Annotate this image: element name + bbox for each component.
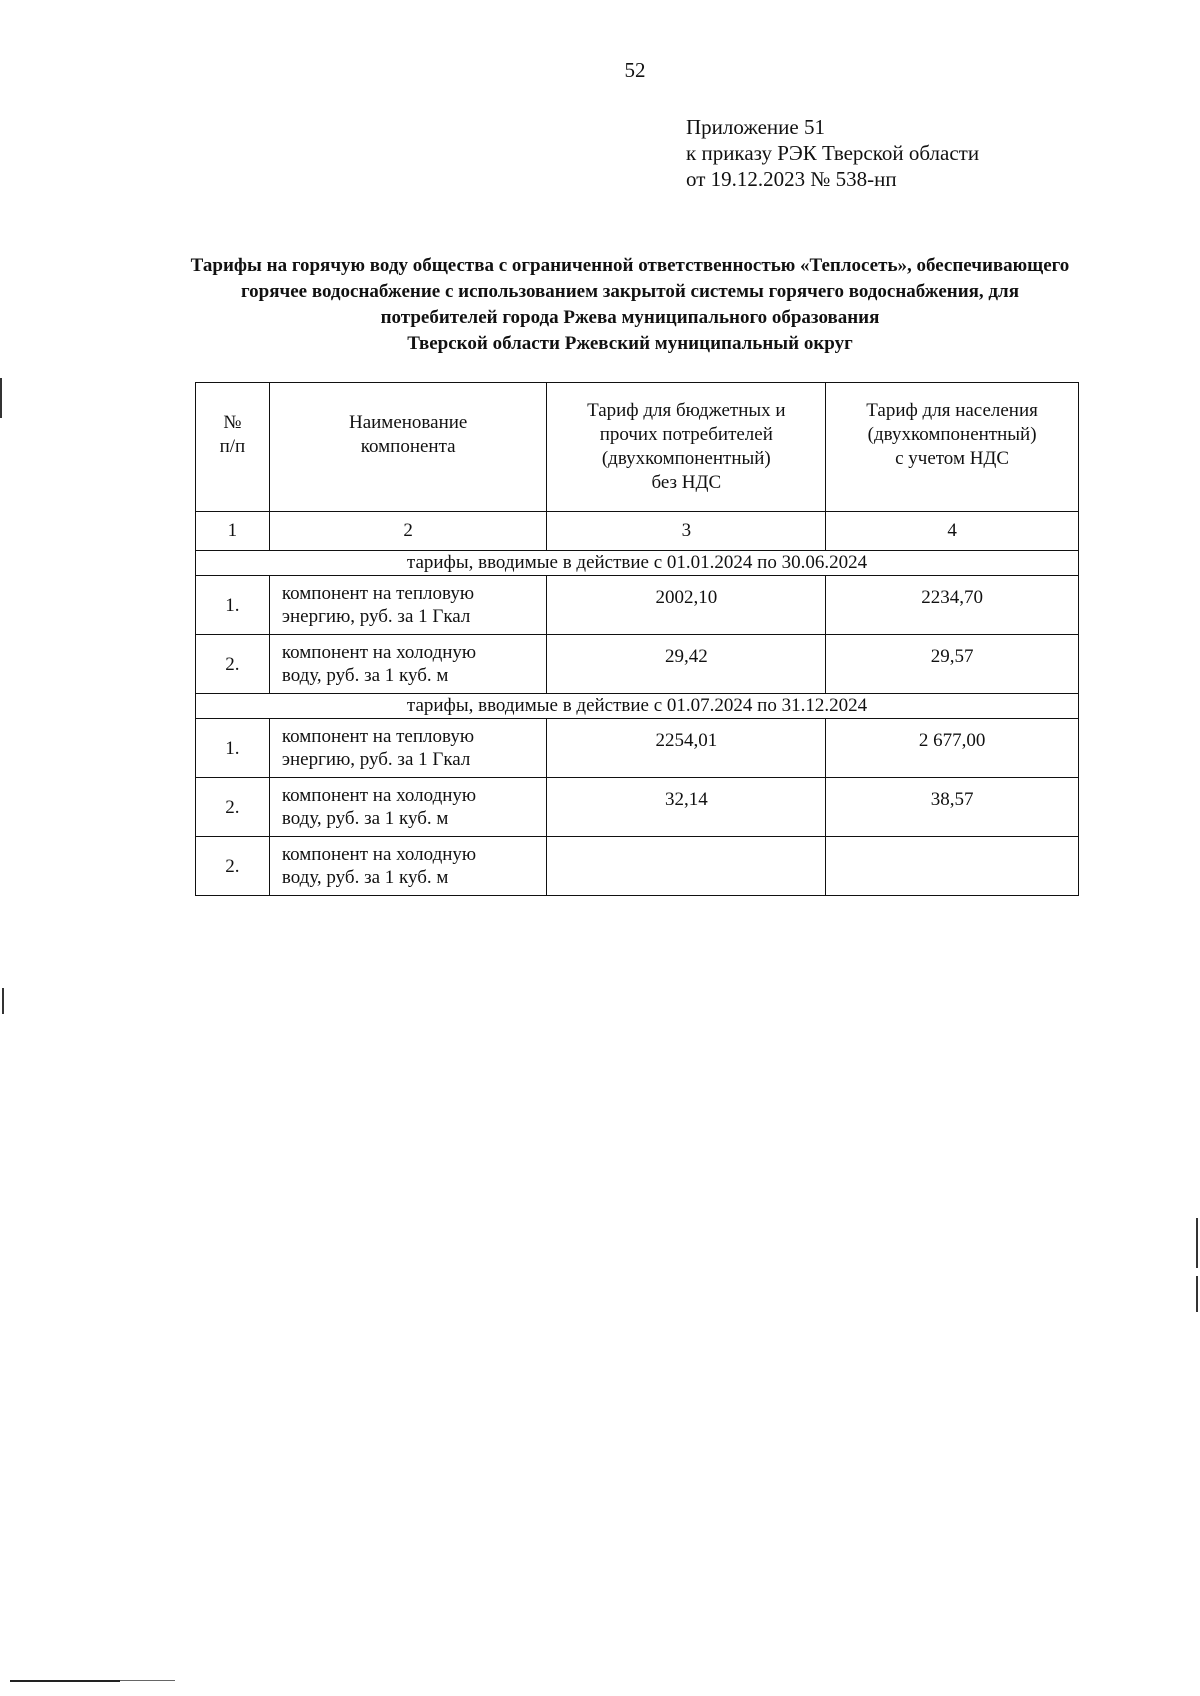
component-name-line-2: воду, руб. за 1 куб. м — [281, 808, 449, 829]
header-num — [196, 383, 270, 512]
component-name-line-1: компонент на тепловую — [281, 583, 475, 604]
title-line-3: потребителей города Ржева муниципального образования — [380, 307, 880, 328]
left-margin-mark — [0, 378, 2, 418]
appendix-line-3: от 19.12.2023 № 538-нп — [686, 167, 897, 191]
header-component-name — [269, 383, 547, 512]
population-tariff-value: 29,57 — [826, 635, 1079, 694]
period-label: тарифы, вводимые в действие с 01.07.2024 по 31.12.2024 — [196, 694, 1079, 719]
header-budget-line-1: Тариф для бюджетных и — [587, 400, 786, 421]
component-name-line-1: компонент на холодную — [281, 785, 477, 806]
header-population-line-2: (двухкомпонентный) — [867, 424, 1037, 445]
budget-tariff-value: 29,42 — [547, 635, 826, 694]
component-name-line-1: компонент на холодную — [281, 844, 477, 865]
component-name — [269, 778, 547, 837]
table-row — [196, 635, 1079, 694]
column-number: 3 — [547, 512, 826, 551]
component-name-line-2: энергию, руб. за 1 Гкал — [281, 749, 471, 770]
header-budget-line-2: прочих потребителей — [599, 424, 773, 445]
row-number: 2. — [196, 635, 270, 694]
header-budget-line-4: без НДС — [651, 472, 722, 493]
appendix-reference — [686, 114, 979, 192]
title-line-2: горячее водоснабжение с использованием закрытой системы горячего водоснабжения, для — [241, 281, 1019, 302]
footer-line — [120, 1680, 175, 1681]
component-name-line-1: компонент на холодную — [281, 642, 477, 663]
population-tariff-value: 2234,70 — [826, 576, 1079, 635]
component-name-line-1: компонент на тепловую — [281, 726, 475, 747]
period-row — [196, 694, 1079, 719]
component-name — [269, 635, 547, 694]
component-name — [269, 719, 547, 778]
table-row — [196, 719, 1079, 778]
document-title — [100, 253, 1160, 357]
population-tariff-value: 2 677,00 — [826, 719, 1079, 778]
right-margin-mark — [1196, 1276, 1198, 1312]
column-number: 1 — [196, 512, 270, 551]
title-line-4: Тверской области Ржевский муниципальный округ — [407, 333, 853, 354]
budget-tariff-value: 2002,10 — [547, 576, 826, 635]
row-number: 1. — [196, 719, 270, 778]
column-number-row — [196, 512, 1079, 551]
period-row — [196, 551, 1079, 576]
appendix-line-2: к приказу РЭК Тверской области — [686, 141, 980, 165]
column-number: 4 — [826, 512, 1079, 551]
table-row — [196, 576, 1079, 635]
tariff-table — [195, 382, 1079, 896]
header-budget-tariff — [547, 383, 826, 512]
component-name — [269, 837, 547, 896]
population-tariff-value: 38,57 — [826, 778, 1079, 837]
row-number: 2. — [196, 778, 270, 837]
appendix-line-1: Приложение 51 — [686, 115, 825, 139]
header-num-line-2: п/п — [219, 436, 246, 457]
component-name-line-2: энергию, руб. за 1 Гкал — [281, 606, 471, 627]
left-margin-mark — [2, 988, 4, 1014]
budget-tariff-value: 2254,01 — [547, 719, 826, 778]
table-header-row — [196, 383, 1079, 512]
column-number: 2 — [269, 512, 547, 551]
component-name-line-2: воду, руб. за 1 куб. м — [281, 665, 449, 686]
period-label: тарифы, вводимые в действие с 01.01.2024 по 30.06.2024 — [196, 551, 1079, 576]
header-num-line-1: № — [223, 412, 242, 433]
component-name — [269, 576, 547, 635]
component-name-line-2: воду, руб. за 1 куб. м — [281, 867, 449, 888]
header-name-line-2: компонента — [360, 436, 456, 457]
title-line-1: Тарифы на горячую воду общества с ограниченной ответственностью «Теплосеть», обеспечивающего — [190, 255, 1070, 276]
right-margin-mark — [1196, 1218, 1198, 1268]
row-number: 2. — [196, 837, 270, 896]
header-population-tariff — [826, 383, 1079, 512]
table-row — [196, 778, 1079, 837]
row-number: 1. — [196, 576, 270, 635]
page-number: 52 — [624, 58, 646, 82]
header-population-line-3: с учетом НДС — [895, 448, 1010, 469]
budget-tariff-value — [547, 837, 826, 896]
header-budget-line-3: (двухкомпонентный) — [601, 448, 771, 469]
header-population-line-1: Тариф для населения — [866, 400, 1038, 421]
population-tariff-value — [826, 837, 1079, 896]
header-name-line-1: Наименование — [348, 412, 468, 433]
footer-line — [10, 1680, 120, 1682]
budget-tariff-value: 32,14 — [547, 778, 826, 837]
table-row — [196, 837, 1079, 896]
